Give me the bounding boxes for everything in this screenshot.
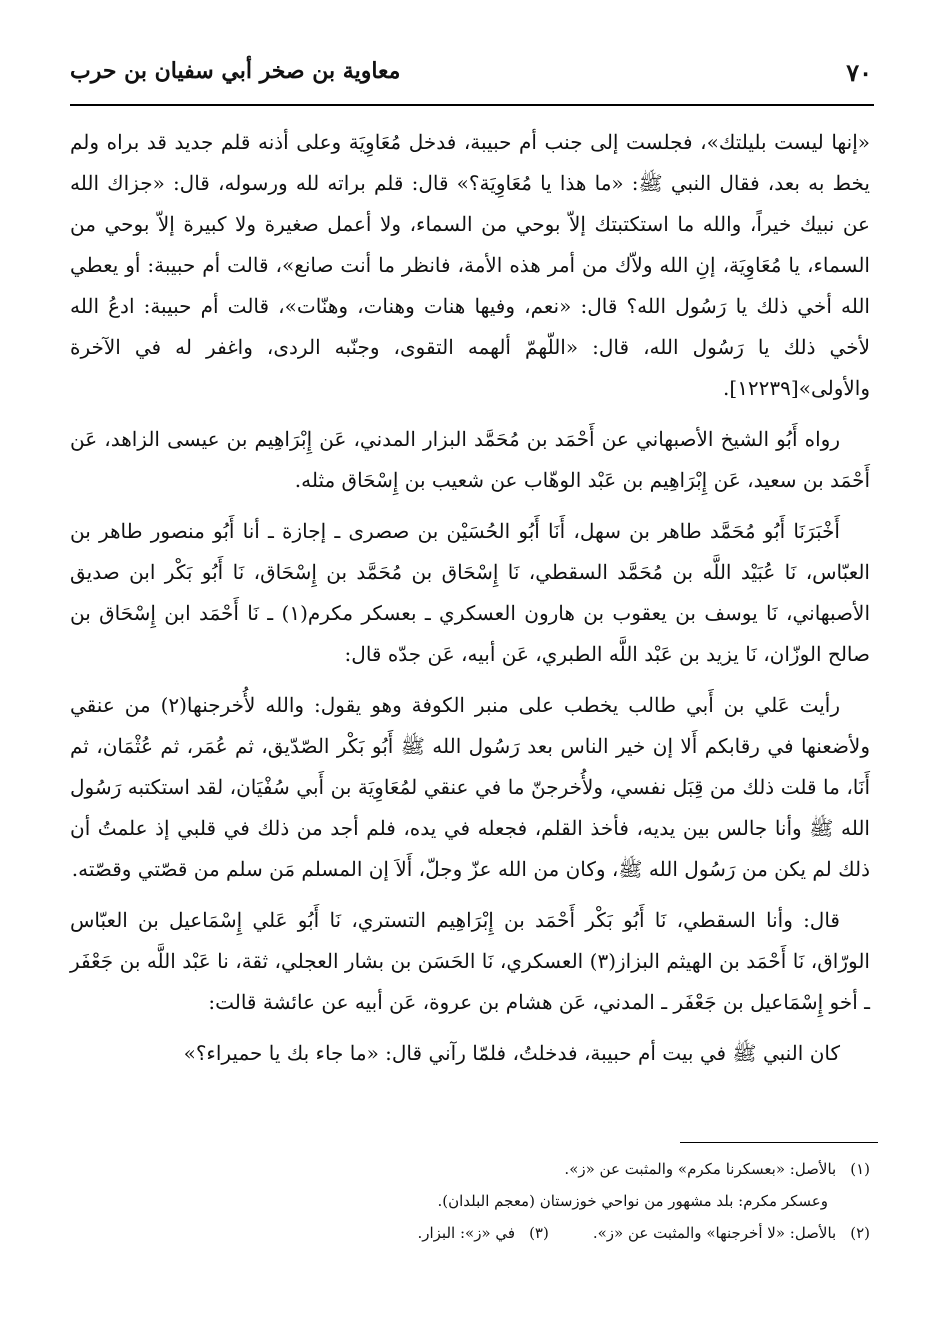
footnote-text: بالأصل: «بعسكرنا مكرم» والمثبت عن «ز». [564,1160,837,1178]
footnotes [70,1155,870,1247]
page-body [70,122,870,1084]
paragraph-hadith-continuation: «إنها ليست بليلتك»، فجلست إلى جنب أم حبيبة، فدخل مُعَاوِيَة وعلى أذنه قلم جديد قد براه ولم يخط به بعد، فقال النبي ﷺ: «ما هذا يا مُعَاوِيَة؟» قال: قلم براته لله ورسوله، قال: «جزاك الله عن نبيك خيراً، والله ما استكتبتك إلاّ بوحي من السماء، ولا أعمل صغيرة ولا كبيرة إلاّ بوحي من السماء، يا مُعَاوِيَة، إنِ الله ولاّك من أمر هذه الأمة، فانظر ما أنت صانع»، قالت أم حبيبة: أو يعطي الله أخي ذلك يا رَسُول الله؟ قال: «نعم، وفيها هنات وهنات، وهنّات»، قالت أم حبيبة: ادعُ الله لأخي ذلك يا رَسُول الله، قال: «اللّهمّ ألهمه التقوى، وجنّبه الردى، واغفر له في الآخرة والأولى»[١٢٢٣٩]. [70,130,870,400]
paragraph-narration-chain: رواه أَبُو الشيخ الأصبهاني عن أَحْمَد بن مُحَمَّد البزار المدني، عَن إِبْرَاهِيم بن عيسى الزاهد، عَن أَحْمَد بن سعيد، عَن إِبْرَاهِيم بن عَبْد الوهّاب عن شعيب بن إِسْحَاق مثله. [70,427,870,492]
header-divider [70,104,874,106]
page-number: ٧٠ [846,58,872,87]
footnote-3 [417,1219,548,1247]
footnote-1 [70,1155,870,1183]
footnote-text: في «ز»: البزار. [417,1224,516,1242]
footnote-number: (٣) [529,1224,549,1242]
footnote-divider [680,1142,878,1143]
running-title: معاوية بن صخر أبي سفيان بن حرب [70,58,401,84]
footnote-1-continuation: وعسكر مكرم: بلد مشهور من نواحي خوزستان (معجم البلدان). [437,1192,828,1210]
footnote-row [70,1219,870,1247]
footnote-2 [593,1219,870,1247]
paragraph-ali-speech: رأيت عَلي بن أَبي طالب يخطب على منبر الكوفة وهو يقول: والله لأُخرجنها(٢) من عنقي ولأضعنها في رقابكم أَلا إن خير الناس بعد رَسُول الله ﷺ أَبُو بَكْر الصّدّيق، ثم عُمَر، ثم عُثْمَان، ثم أَنَا، ما قلت ذلك من قِبَل نفسي، ولأُخرجنّ ما في عنقي لمُعَاوِيَة بن أَبي سُفْيَان، لقد استكتبه رَسُول الله ﷺ وأنا جالس بين يديه، فأخذ القلم، فجعله في يده، فلم أجد من ذلك في قلبي إذ علمتُ أن ذلك لم يكن من رَسُول الله ﷺ، وكان من الله عزّ وجلّ، أَلاَ إن المسلم مَن سلم من قصّتي وقصّته. [70,693,871,881]
footnote-number: (٢) [850,1224,870,1242]
footnote-number: (١) [850,1160,870,1178]
paragraph-isnad: أَخْبَرَنَا أَبُو مُحَمَّد طاهر بن سهل، أَنَا أَبُو الحُسَيْن بن صصرى ـ إجازة ـ أنا أَبُو منصور طاهر بن العبّاس، نَا عُبَيْد اللَّه بن مُحَمَّد السقطي، نَا إِسْحَاق بن مُحَمَّد بن إِسْحَاق، نَا أَبُو بَكْر ابن صديق الأصبهاني، نَا يوسف بن يعقوب بن هارون العسكري ـ بعسكر مكرم(١) ـ نَا أَحْمَد ابن إِسْحَاق بن صالح الوزّان، نَا يزيد بن عَبْد اللَّه الطبري، عَن أبيه، عَن جدّه قال: [70,519,871,666]
page-header [70,56,872,92]
footnote-text: بالأصل: «لا أخرجنها» والمثبت عن «ز». [592,1224,837,1242]
paragraph-aisha-narration: كان النبي ﷺ في بيت أم حبيبة، فدخلتُ، فلمّا رآني قال: «ما جاء بك يا حميراء؟» [183,1041,840,1065]
paragraph-second-isnad: قال: وأنا السقطي، نَا أَبُو بَكْر أَحْمَد بن إِبْرَاهِيم التستري، نَا أَبُو عَلي إِسْمَاعيل بن العبّاس الورّاق، نَا أَحْمَد بن الهيثم البزاز(٣) العسكري، نَا الحَسَن بن بشار العجلي، ثقة، نا عَبْد اللَّه بن جَعْفَر ـ أخو إِسْمَاعيل بن جَعْفَر ـ المدني، عَن هشام بن عروة، عَن أبيه عن عائشة قالت: [70,908,870,1014]
